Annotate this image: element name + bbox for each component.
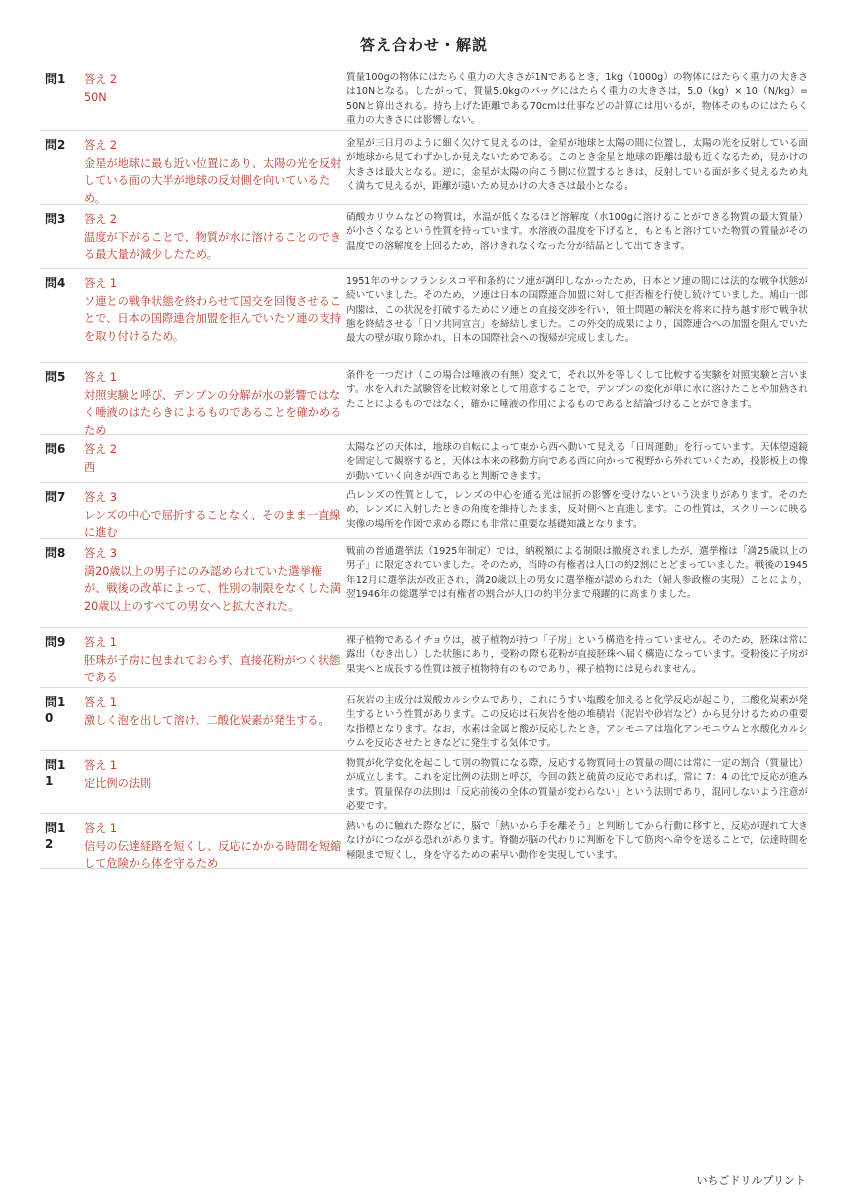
explanation-text: 太陽などの天体は，地球の自転によって東から西へ動いて見える「日周運動」を行っています。天体望遠鏡を固定して観察すると，天体は本来の移動方向である西に向かって視野から外れていくため，投影板上の像が動いていく向きが西であると判断できます。 bbox=[346, 442, 808, 482]
answer-choice: 答え 1 bbox=[84, 759, 118, 772]
qa-row bbox=[40, 435, 808, 483]
explanation-text: 凸レンズの性質として，レンズの中心を通る光は屈折の影響を受けないという決まりがあります。そのため，レンズに入射したときの角度を維持したまま，反対側へと直進します。この性質は，スクリーンに映る実像の場所を作図で求める際にも非常に重要な基礎知識となります。 bbox=[346, 490, 808, 530]
answer-cell bbox=[84, 205, 342, 268]
explanation-text: 硝酸カリウムなどの物質は，水温が低くなるほど溶解度（水100gに溶けることができる物質の最大質量）が小さくなるという性質を持っています。水溶液の温度を下げると，もともと溶けていた物質の質量がその温度での溶解度を上回るため，溶けきれなくなった分が結晶として出てきます。 bbox=[346, 212, 808, 252]
answer-text: 温度が下がることで、物質が水に溶けることのできる最大量が減少したため。 bbox=[84, 230, 342, 261]
explanation-text: 1951年のサンフランシスコ平和条約にソ連が調印しなかったため，日本とソ連の間には法的な戦争状態が続いていました。そのため，ソ連は日本の国際連合加盟に対して拒否権を行使し続けていました。鳩山一郎内閣は，この状況を打破するためにソ連との直接交渉を行い，領土問題の解決を将来に持ち越す形で戦争状態を終結させる「日ソ共同宣言」を締結しました。この外交的成果により，国際連合への加盟を阻んでいた最大の壁が取り除かれ，日本の国際社会への復帰が完成しました。 bbox=[346, 276, 808, 345]
question-number: 問3 bbox=[45, 212, 66, 226]
answer-cell bbox=[84, 269, 342, 362]
explanation-text: 質量100gの物体にはたらく重力の大きさが1Nであるとき，1kg（1000g）の物体にはたらく重力の大きさは10Nとなる。したがって，質量5.0kgのバッグにはたらく重力の大きさは，5.0（kg）× 10（N/kg）= 50Nと算出される。持ち上げた距離である70cmは仕事などの計算には用いるが，物体そのものにはたらく重力の大きさには影響しない。 bbox=[346, 72, 808, 126]
footer-brand: いちごドリルプリント bbox=[696, 1174, 806, 1187]
explanation-text: 物質が化学変化を起こして別の物質になる際，反応する物質同士の質量の間には常に一定の割合（質量比）が成立します。これを定比例の法則と呼び，今回の鉄と硫黄の反応であれば，常に 7：4 の比で反応が進みます。質量保存の法則は「反応前後の全体の質量が変わらない」という法則であり，混同しないよう注意が必要です。 bbox=[346, 758, 808, 812]
question-number: 問6 bbox=[45, 442, 66, 456]
qa-row bbox=[40, 363, 808, 435]
answer-text: 西 bbox=[84, 460, 96, 474]
answer-text: レンズの中心で屈折することなく、そのまま一直線に進む bbox=[84, 508, 341, 539]
answer-cell bbox=[84, 751, 342, 813]
question-number: 問1 bbox=[45, 72, 66, 86]
answer-text: 満20歳以上の男子にのみ認められていた選挙権が、戦後の改革によって、性別の制限をなくした満20歳以上のすべての男女へと拡大された。 bbox=[84, 564, 342, 613]
explanation-text: 戦前の普通選挙法（1925年制定）では，納税額による制限は撤廃されましたが，選挙権は「満25歳以上の男子」に限定されていました。そのため，当時の有権者は人口の約2割にとどまっていました。戦後の1945年12月に選挙法が改正され，満20歳以上の男女に選挙権が認められた（婦人参政権の実現）ことにより，翌1946年の総選挙では有権者の割合が人口の約半分まで飛躍的に高まりました。 bbox=[346, 546, 808, 600]
answer-choice: 答え 2 bbox=[84, 73, 118, 86]
explanation-text: 条件を一つだけ（この場合は唾液の有無）変えて，それ以外を等しくして比較する実験を対照実験と言います。水を入れた試験管を比較対象として用意することで，デンプンの変化が単に水に溶けたことや加熱されたことによるものではなく，確かに唾液の作用によるものであると結論づけることができます。 bbox=[346, 370, 808, 410]
qa-row bbox=[40, 131, 808, 205]
qa-row bbox=[40, 814, 808, 869]
answer-choice: 答え 1 bbox=[84, 371, 118, 384]
question-number: 問4 bbox=[45, 276, 66, 290]
question-number: 問5 bbox=[45, 370, 66, 384]
explanation-text: 金星が三日月のように細く欠けて見えるのは，金星が地球と太陽の間に位置し，太陽の光を反射している面が地球から見てわずかしか見えないためである。このとき金星と地球の距離は最も近くなるため，見かけの大きさは最大となる。逆に，金星が太陽の向こう側に位置するときは，反射している面が多く見えるため丸く満ちて見えるが，距離が遠いため見かけの大きさは最小となる。 bbox=[346, 138, 808, 192]
question-number: 問8 bbox=[45, 546, 66, 560]
question-number: 問1 2 bbox=[45, 821, 66, 851]
qa-row bbox=[40, 628, 808, 688]
qa-row bbox=[40, 269, 808, 363]
question-number: 問7 bbox=[45, 490, 66, 504]
answer-cell bbox=[84, 435, 342, 482]
answer-choice: 答え 3 bbox=[84, 491, 118, 504]
qa-row bbox=[40, 539, 808, 628]
qa-row bbox=[40, 483, 808, 539]
explanation-text: 石灰岩の主成分は炭酸カルシウムであり，これにうすい塩酸を加えると化学反応が起こり，二酸化炭素が発生するという性質があります。この反応は石灰岩を他の堆積岩（泥岩や砂岩など）から見分けるための重要な指標となります。なお，水素は金属と酸が反応したとき，アンモニアは塩化アンモニウムと水酸化カルシウムを反応させたときなどに発生する気体です。 bbox=[346, 695, 808, 749]
qa-row bbox=[40, 65, 808, 131]
explanation-text: 裸子植物であるイチョウは，被子植物が持つ「子房」という構造を持っていません。そのため，胚珠は常に露出（むき出し）した状態にあり，受粉の際も花粉が直接胚珠へ届く構造になっています。受粉後に子房が果実へと成長する性質は被子植物特有のものであり，裸子植物には見られません。 bbox=[346, 635, 808, 675]
answer-text: 激しく泡を出して溶け、二酸化炭素が発生する。 bbox=[84, 713, 330, 727]
answer-choice: 答え 3 bbox=[84, 547, 118, 560]
answer-text: 50N bbox=[84, 90, 107, 104]
qa-row bbox=[40, 751, 808, 814]
answer-table bbox=[40, 65, 808, 869]
answer-choice: 答え 1 bbox=[84, 696, 118, 709]
answer-text: 金星が地球に最も近い位置にあり、太陽の光を反射している面の大半が地球の反対側を向いているため。 bbox=[84, 156, 342, 205]
answer-cell bbox=[84, 363, 342, 437]
question-number: 問1 1 bbox=[45, 758, 66, 788]
answer-cell bbox=[84, 65, 342, 130]
answer-cell bbox=[84, 539, 342, 627]
answer-text: 胚珠が子房に包まれておらず、直接花粉がつく状態である bbox=[84, 653, 341, 684]
answer-cell bbox=[84, 814, 342, 868]
qa-row bbox=[40, 205, 808, 269]
qa-row bbox=[40, 688, 808, 751]
answer-cell bbox=[84, 131, 342, 204]
answer-text: 信号の伝達経路を短くし、反応にかかる時間を短縮して危険から体を守るため bbox=[84, 839, 342, 870]
answer-cell bbox=[84, 483, 342, 538]
answer-text: ソ連との戦争状態を終わらせて国交を回復させることで、日本の国際連合加盟を拒んでいたソ連の支持を取り付けるため。 bbox=[84, 294, 342, 343]
page-title: 答え合わせ・解説 bbox=[359, 36, 488, 54]
answer-text: 対照実験と呼び、デンプンの分解が水の影響ではなく唾液のはたらきによるものであることを確かめるため bbox=[84, 388, 342, 437]
answer-cell bbox=[84, 688, 342, 750]
answer-choice: 答え 2 bbox=[84, 443, 118, 456]
question-number: 問2 bbox=[45, 138, 66, 152]
answer-choice: 答え 1 bbox=[84, 277, 118, 290]
question-number: 問9 bbox=[45, 635, 66, 649]
explanation-text: 熱いものに触れた際などに，脳で「熱いから手を離そう」と判断してから行動に移すと，反応が遅れて大きなけがにつながる恐れがあります。脊髄が脳の代わりに判断を下して筋肉へ命令を送ることで，伝達時間を極限まで短くし，身を守るための素早い動作を実現しています。 bbox=[346, 821, 808, 861]
answer-choice: 答え 1 bbox=[84, 822, 118, 835]
answer-choice: 答え 2 bbox=[84, 213, 118, 226]
answer-choice: 答え 1 bbox=[84, 636, 118, 649]
answer-cell bbox=[84, 628, 342, 687]
answer-text: 定比例の法則 bbox=[84, 776, 152, 790]
question-number: 問1 0 bbox=[45, 695, 66, 725]
answer-choice: 答え 2 bbox=[84, 139, 118, 152]
